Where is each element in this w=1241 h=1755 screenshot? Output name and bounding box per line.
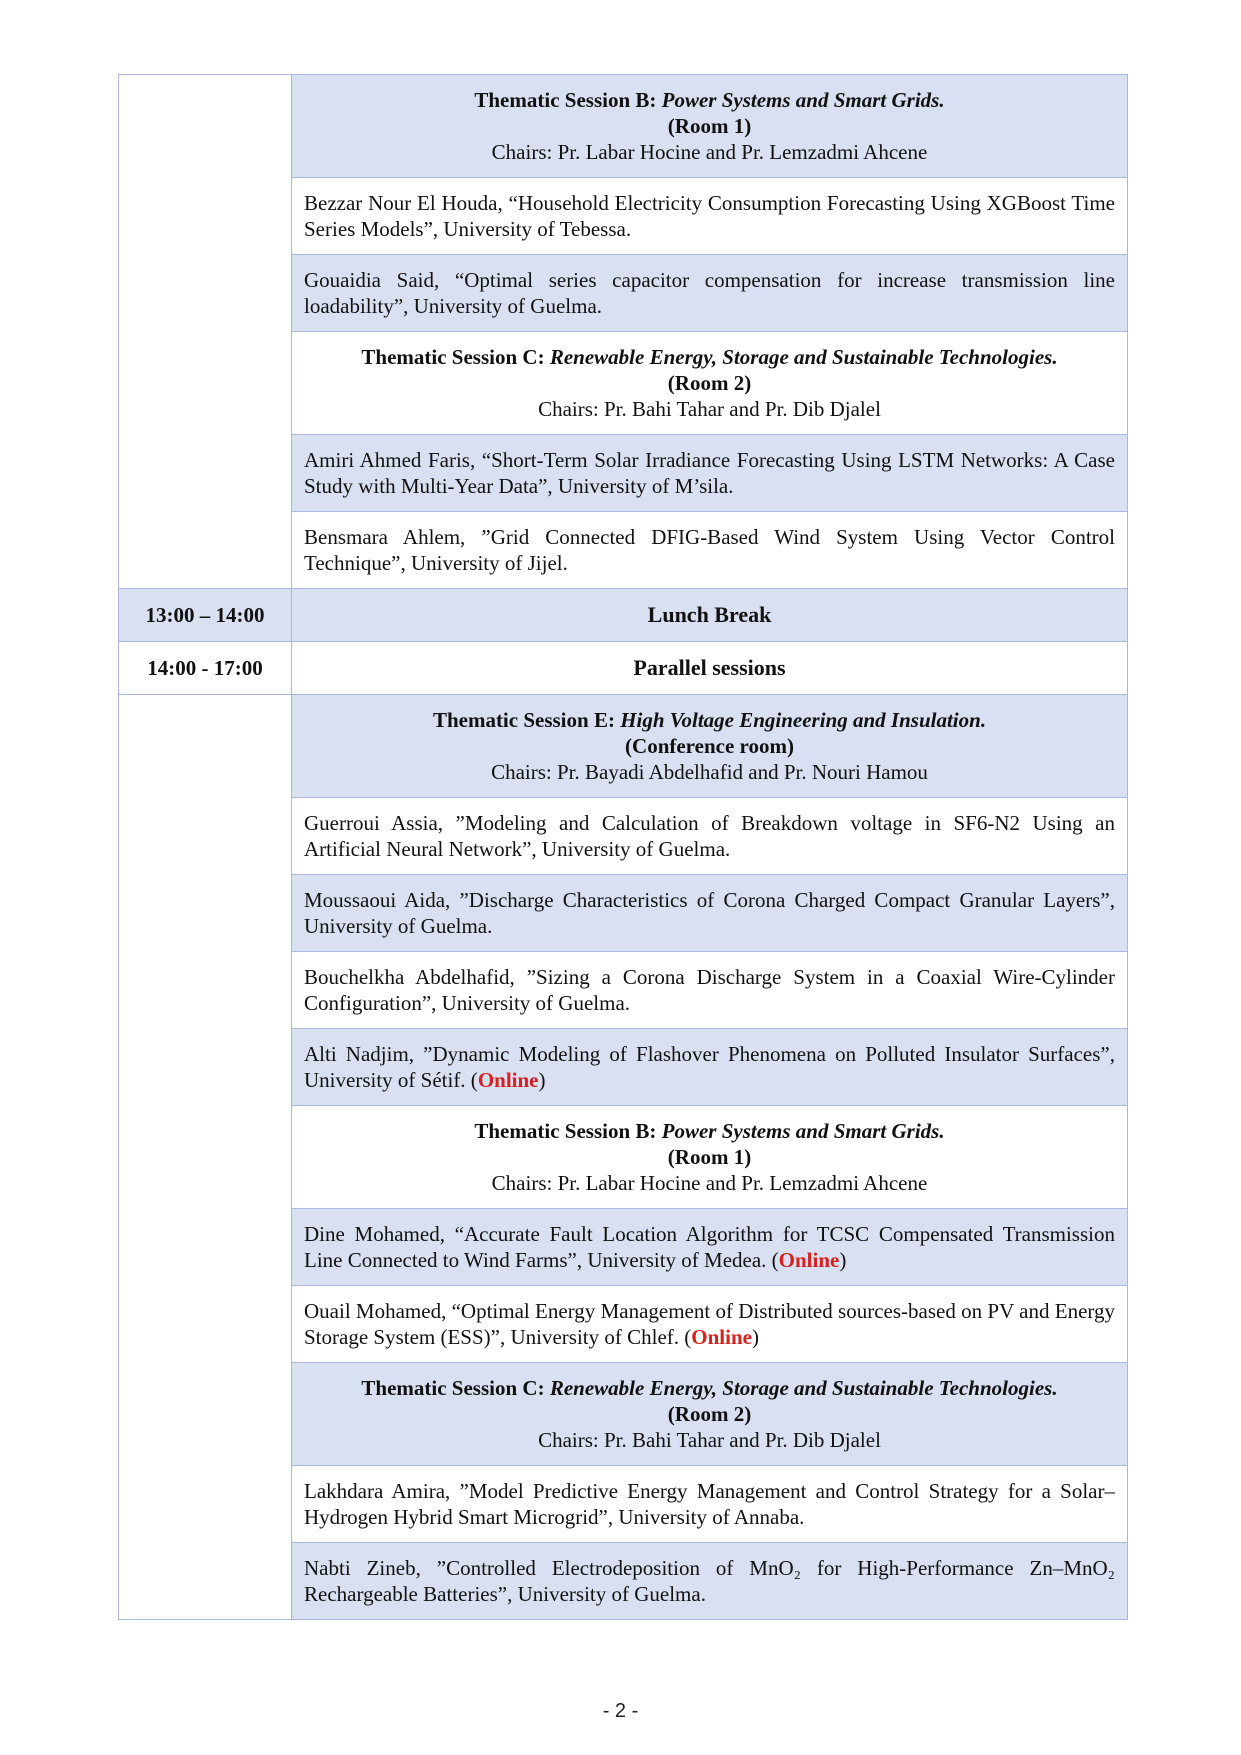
online-badge: Online xyxy=(477,1068,539,1092)
paper-entry xyxy=(292,1286,1128,1363)
program-table xyxy=(118,74,1128,1620)
session-chairs: Chairs: Pr. Labar Hocine and Pr. Lemzadmi Ahcene xyxy=(491,140,928,164)
paper-entry xyxy=(292,1209,1128,1286)
paper-text: Ouail Mohamed, “Optimal Energy Management of Distributed sources-based on PV and Energy Storage System (ESS)”, University of Chlef. ( xyxy=(304,1299,1115,1349)
table-row xyxy=(119,642,1128,695)
session-chairs: Chairs: Pr. Bayadi Abdelhafid and Pr. Nouri Hamou xyxy=(491,760,928,784)
paper-entry xyxy=(292,1029,1128,1106)
time-cell-empty xyxy=(119,695,292,1620)
session-label: Thematic Session E: xyxy=(432,708,615,732)
paper-entry: Bezzar Nour El Houda, “Household Electricity Consumption Forecasting Using XGBoost Time Series Models”, University of Tebessa. xyxy=(292,178,1128,255)
paper-entry: Bensmara Ahlem, ”Grid Connected DFIG-Based Wind System Using Vector Control Technique”, University of Jijel. xyxy=(292,512,1128,589)
session-room: (Room 2) xyxy=(667,1402,752,1426)
time-cell-empty xyxy=(119,75,292,589)
table-row xyxy=(119,75,1128,178)
session-label: Thematic Session B: xyxy=(474,1119,657,1143)
paper-close: ) xyxy=(751,1325,759,1349)
session-chairs: Chairs: Pr. Bahi Tahar and Pr. Dib Djalel xyxy=(538,397,881,421)
session-title: Renewable Energy, Storage and Sustainable Technologies. xyxy=(549,345,1058,369)
session-title: Renewable Energy, Storage and Sustainable Technologies. xyxy=(549,1376,1058,1400)
paper-entry: Guerroui Assia, ”Modeling and Calculation of Breakdown voltage in SF6-N2 Using an Artificial Neural Network”, University of Guelma. xyxy=(292,798,1128,875)
session-label: Thematic Session C: xyxy=(361,1376,545,1400)
session-title: Power Systems and Smart Grids. xyxy=(661,1119,945,1143)
paper-entry: Nabti Zineb, ”Controlled Electrodeposition of MnO₂ for High-Performance Zn–MnO₂ Rechargeable Batteries”, University of Guelma. xyxy=(292,1543,1128,1620)
session-header xyxy=(292,332,1128,435)
session-room: (Conference room) xyxy=(625,734,794,758)
page-number: - 2 - xyxy=(602,1700,639,1722)
table-row xyxy=(119,695,1128,798)
paper-entry: Amiri Ahmed Faris, “Short-Term Solar Irradiance Forecasting Using LSTM Networks: A Case Study with Multi-Year Data”, University of M’sila. xyxy=(292,435,1128,512)
session-header xyxy=(292,1363,1128,1466)
session-room: (Room 1) xyxy=(667,1145,752,1169)
table-row xyxy=(119,589,1128,642)
paper-entry: Moussaoui Aida, ”Discharge Characteristics of Corona Charged Compact Granular Layers”, University of Guelma. xyxy=(292,875,1128,952)
session-label: Thematic Session B: xyxy=(474,88,657,112)
time-cell: 14:00 - 17:00 xyxy=(119,642,292,695)
session-room: (Room 1) xyxy=(667,114,752,138)
session-header xyxy=(292,1106,1128,1209)
parallel-sessions: Parallel sessions xyxy=(292,642,1128,695)
session-header xyxy=(292,695,1128,798)
session-title: Power Systems and Smart Grids. xyxy=(661,88,945,112)
paper-entry: Lakhdara Amira, ”Model Predictive Energy Management and Control Strategy for a Solar–Hydrogen Hybrid Smart Microgrid”, University of Annaba. xyxy=(292,1466,1128,1543)
paper-text: Dine Mohamed, “Accurate Fault Location Algorithm for TCSC Compensated Transmission Line Connected to Wind Farms”, University of Medea. ( xyxy=(304,1222,1115,1272)
session-room: (Room 2) xyxy=(667,371,752,395)
session-header xyxy=(292,75,1128,178)
online-badge: Online xyxy=(691,1325,752,1349)
paper-entry: Gouaidia Said, “Optimal series capacitor compensation for increase transmission line loadability”, University of Guelma. xyxy=(292,255,1128,332)
session-title: High Voltage Engineering and Insulation. xyxy=(620,708,987,732)
session-label: Thematic Session C: xyxy=(361,345,545,369)
time-cell: 13:00 – 14:00 xyxy=(119,589,292,642)
lunch-break: Lunch Break xyxy=(292,589,1128,642)
paper-text: Alti Nadjim, ”Dynamic Modeling of Flashover Phenomena on Polluted Insulator Surfaces”, University of Sétif. ( xyxy=(304,1042,1115,1092)
paper-entry: Bouchelkha Abdelhafid, ”Sizing a Corona Discharge System in a Coaxial Wire-Cylinder Configuration”, University of Guelma. xyxy=(292,952,1128,1029)
paper-close: ) xyxy=(839,1248,847,1272)
online-badge: Online xyxy=(778,1248,840,1272)
paper-close: ) xyxy=(538,1068,546,1092)
session-chairs: Chairs: Pr. Bahi Tahar and Pr. Dib Djalel xyxy=(538,1428,881,1452)
session-chairs: Chairs: Pr. Labar Hocine and Pr. Lemzadmi Ahcene xyxy=(491,1171,928,1195)
